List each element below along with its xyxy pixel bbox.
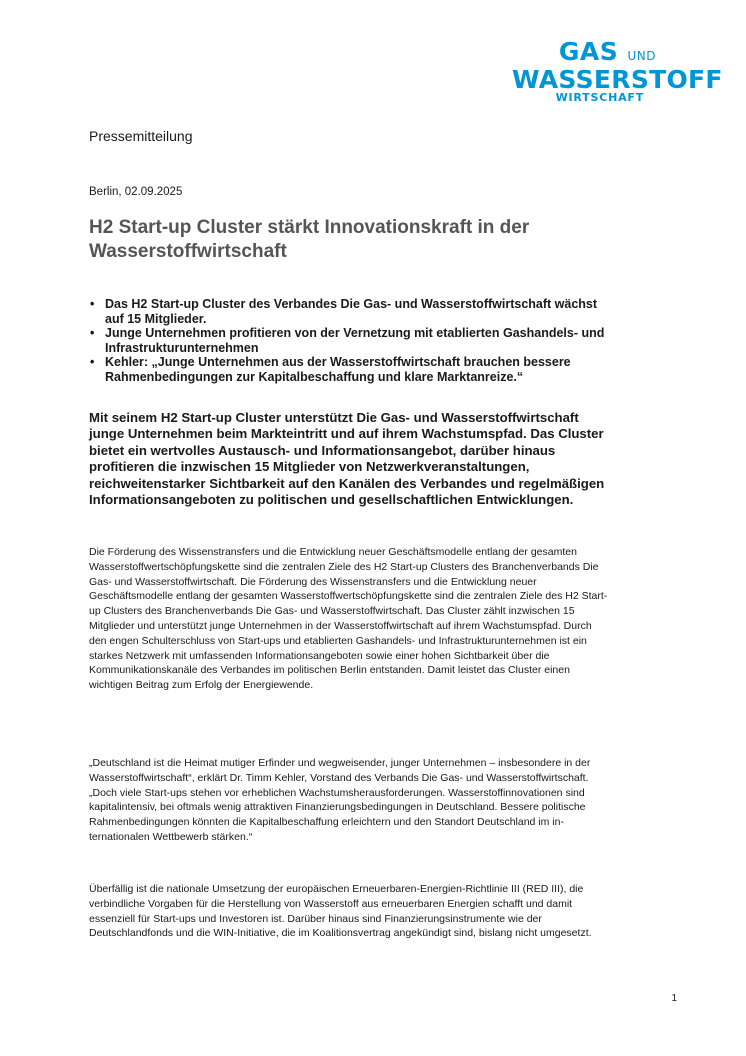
document-type: Pressemitteilung	[89, 128, 193, 144]
dateline: Berlin, 02.09.2025	[89, 186, 183, 198]
key-points-list	[89, 297, 609, 384]
page-number: 1	[671, 993, 677, 1004]
logo-line-wasserstoff: WASSERSTOFF	[512, 65, 723, 94]
logo-line-gas: GAS UND	[558, 37, 656, 66]
company-logo	[512, 37, 723, 104]
key-point: • Das H2 Start-up Cluster des Verbandes Die Gas- und Wasserstoffwirtschaft wächst auf 15 Mitglieder.	[89, 297, 609, 326]
key-point: • Junge Unternehmen profitieren von der Vernetzung mit etablierten Gashandels- und Infrastrukturunternehmen	[89, 326, 609, 355]
key-point: • Kehler: „Junge Unternehmen aus der Wasserstoffwirtschaft brauchen bessere Rahmenbedingungen zur Kapitalbeschaffung und klare Marktanreize.“	[89, 355, 609, 384]
quote-paragraph: „Deutschland ist die Heimat mutiger Erfinder und wegweisender, junger Unternehmen – insbesondere in der Wasserstoffwirtschaft“, erklärt Dr. Timm Kehler, Vorstand des Verbands Die Gas- und Wasserstoffwirtschaft. „Doch viele Start-ups stehen vor erheblichen Wachstumsherausforderungen. Wasserstoffinnovationen sind kapitalintensiv, bei oftmals wenig attraktiven Finanzierungsbedingungen in Deutschland. Bessere politische Rahmenbedingungen könnten die Kapitalbeschaffung erleichtern und den Standort Deutschland im internationalen Wettbewerb stärken.“	[89, 757, 591, 843]
body-paragraph: Die Förderung des Wissenstransfers und die Entwicklung neuer Geschäftsmodelle entlang der gesamten Wasserstoffwertschöpfungskette sind die zentralen Ziele des H2 Start-up Clusters des Branchenverbands Die Gas- und Wasserstoffwirtschaft. Die Förderung des Wissenstransfers und die Entwicklung neuer Geschäftsmodelle entlang der gesamten Wasserstoffwertschöpfungskette sind die zentralen Ziele des H2 Start-up Clusters des Branchenverbands Die Gas- und Wasserstoffwirtschaft. Das Cluster zählt inzwischen 15 Mitglieder und unterstützt junge Unternehmen in der Wasserstoffwirtschaft auf ihrem Wachstumspfad. Durch den engen Schulterschluss von Start-ups und etablierten Gashandels- und Infrastrukturunternehmen ist ein starkes Netzwerk mit umfassenden Informationsangeboten sowie einer hohen Sichtbarkeit über die Kommunikationskanäle des Verbandes im politischen Berlin entstanden. Damit leistet das Cluster einen wichtigen Beitrag zum Erfolg der Energiewende.	[89, 546, 608, 692]
logo-line-wirtschaft: WIRTSCHAFT	[555, 91, 644, 104]
body-paragraph: Überfällig ist die nationale Umsetzung der europäischen Erneuerbaren-Energien-Richtlinie III (RED III), die verbindliche Vorgaben für die Herstellung von Wasserstoff aus erneuerbaren Energien schafft und damit essenziell für Start-ups und Investoren ist. Darüber hinaus sind Finanzierungsinstrumente wie der Deutschlandfonds und die WIN-Initiative, die im Koalitionsvertrag angekündigt sind, bislang nicht umgesetzt.	[89, 883, 592, 940]
lead-paragraph: Mit seinem H2 Start-up Cluster unterstützt Die Gas- und Wasserstoffwirtschaft junge Unternehmen beim Markteintritt und auf ihrem Wachstumspfad. Das Cluster bietet ein wertvolles Austausch- und Informationsangebot, darüber hinaus profitieren die inzwischen 15 Mitglieder von Netzwerkveranstaltungen, reichweitenstarker Sichtbarkeit auf den Kanälen des Verbandes und regelmäßigen Informationsangeboten zu politischen und gesellschaftlichen Entwicklungen.	[89, 410, 605, 508]
logo-und: UND	[627, 49, 656, 63]
headline: H2 Start-up Cluster stärkt Innovationskraft in der Wasserstoffwirtschaft	[89, 217, 530, 262]
